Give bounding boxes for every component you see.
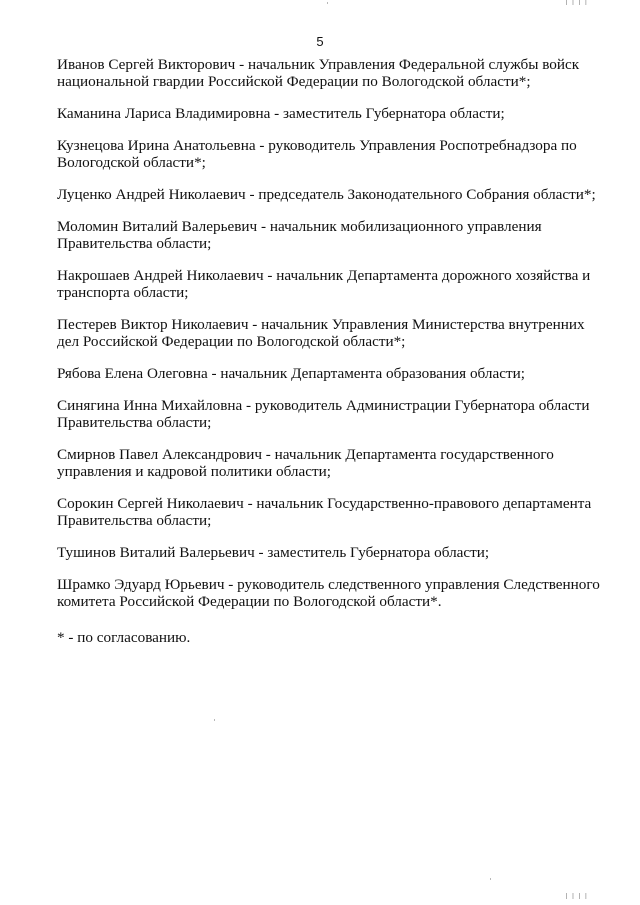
- member-entry: Накрошаев Андрей Николаевич - начальник Департамента дорожного хозяйства и транспорта области;: [57, 267, 591, 301]
- scan-speck: [490, 878, 491, 880]
- member-entry: Синягина Инна Михайловна - руководитель Администрации Губернатора области Правительства области;: [57, 397, 590, 431]
- member-entry: Кузнецова Ирина Анатольевна - руководитель Управления Роспотребнадзора по Вологодской области*;: [57, 137, 577, 171]
- member-entry: Тушинов Виталий Валерьевич - заместитель Губернатора области;: [57, 544, 490, 561]
- scan-speck: [327, 2, 328, 4]
- member-entry: Луценко Андрей Николаевич - председатель Законодательного Собрания области*;: [57, 186, 596, 203]
- member-entry: Каманина Лариса Владимировна - заместитель Губернатора области;: [57, 105, 505, 122]
- member-entry: Шрамко Эдуард Юрьевич - руководитель следственного управления Следственного комитета Российской Федерации по Вологодской области*.: [57, 576, 600, 610]
- scan-tick-marks-top: I I I I: [565, 0, 588, 7]
- member-entry: Пестерев Виктор Николаевич - начальник Управления Министерства внутренних дел Российской Федерации по Вологодской области*;: [57, 316, 585, 350]
- member-entry: Моломин Виталий Валерьевич - начальник мобилизационного управления Правительства области;: [57, 218, 542, 252]
- member-list: [57, 56, 605, 625]
- member-entry: Смирнов Павел Александрович - начальник Департамента государственного управления и кадровой политики области;: [57, 446, 554, 480]
- member-entry: Иванов Сергей Викторович - начальник Управления Федеральной службы войск национальной гвардии Российской Федерации по Вологодской области*;: [57, 56, 580, 90]
- scan-speck: [214, 719, 215, 721]
- scan-tick-marks-bottom: I I I I: [565, 892, 588, 901]
- page-number: 5: [316, 34, 324, 49]
- footnote: * - по согласованию.: [57, 629, 191, 646]
- member-entry: Сорокин Сергей Николаевич - начальник Государственно-правового департамента Правительства области;: [57, 495, 592, 529]
- member-entry: Рябова Елена Олеговна - начальник Департамента образования области;: [57, 365, 525, 382]
